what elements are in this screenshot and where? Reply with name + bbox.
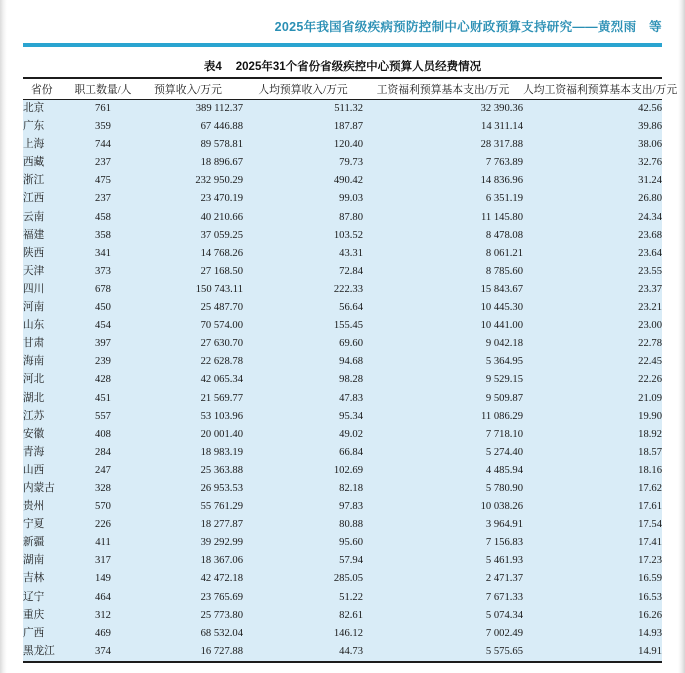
value-cell: 411: [95, 537, 111, 549]
value-cell: 38.06: [638, 139, 662, 151]
value-cell: 23.37: [638, 283, 662, 295]
col-header-staff-count: 职工数量/人: [73, 78, 133, 100]
province-cell: 天津: [23, 265, 45, 277]
page-scan-edge-left: [0, 0, 7, 673]
value-cell: 5 780.90: [485, 482, 523, 494]
value-cell: 14 836.96: [480, 175, 523, 187]
col-header-per-capita-welfare: 人均工资福利预算基本支出/万元: [523, 78, 662, 100]
table-row: [23, 589, 662, 607]
table-row: [23, 534, 662, 552]
table-row: [23, 353, 662, 371]
value-cell: 16.59: [638, 573, 662, 585]
value-cell: 82.18: [339, 482, 363, 494]
value-cell: 26.80: [638, 193, 662, 205]
value-cell: 222.33: [333, 283, 363, 295]
province-cell: 江西: [23, 193, 45, 205]
value-cell: 18.57: [638, 446, 662, 458]
province-cell: 河南: [23, 302, 45, 314]
value-cell: 511.32: [334, 103, 363, 114]
value-cell: 22 628.78: [200, 356, 243, 368]
value-cell: 17.23: [638, 555, 662, 567]
value-cell: 23.64: [638, 247, 662, 259]
table-row: [23, 444, 662, 462]
value-cell: 761: [95, 103, 111, 114]
province-cell: 江苏: [23, 410, 45, 422]
table-row: [23, 209, 662, 227]
value-cell: 317: [95, 555, 111, 567]
value-cell: 5 074.34: [485, 609, 523, 621]
table-row: [23, 245, 662, 263]
value-cell: 284: [95, 446, 111, 458]
table-row: [23, 390, 662, 408]
value-cell: 102.69: [333, 464, 363, 476]
province-cell: 湖南: [23, 555, 45, 567]
value-cell: 14 311.14: [481, 121, 523, 133]
table-label: 表4: [203, 61, 222, 73]
value-cell: 25 363.88: [200, 464, 243, 476]
value-cell: 5 364.95: [485, 356, 523, 368]
value-cell: 187.87: [333, 121, 363, 133]
col-header-budget-income: 预算收入/万元: [133, 78, 243, 100]
table-row: [23, 643, 662, 662]
value-cell: 5 274.40: [485, 446, 523, 458]
value-cell: 43.31: [339, 247, 363, 259]
value-cell: 15 843.67: [480, 283, 523, 295]
table-row: [23, 227, 662, 245]
value-cell: 678: [95, 283, 111, 295]
value-cell: 5 461.93: [485, 555, 523, 567]
table-row: [23, 190, 662, 208]
header-rule: [23, 43, 662, 47]
value-cell: 557: [95, 410, 111, 422]
value-cell: 22.78: [638, 338, 662, 350]
value-cell: 8 478.08: [485, 229, 523, 241]
value-cell: 24.34: [638, 211, 662, 223]
table-row: [23, 552, 662, 570]
value-cell: 239: [95, 356, 111, 368]
value-cell: 55 761.29: [200, 501, 243, 513]
value-cell: 374: [95, 645, 111, 657]
table-row: [23, 136, 662, 154]
value-cell: 9 509.87: [485, 392, 523, 404]
province-cell: 上海: [23, 139, 45, 151]
value-cell: 16.53: [638, 591, 662, 603]
value-cell: 79.73: [339, 157, 363, 169]
province-cell: 新疆: [23, 537, 45, 549]
value-cell: 328: [95, 482, 111, 494]
value-cell: 389 112.37: [195, 103, 243, 114]
province-cell: 湖北: [23, 392, 45, 404]
table-row: [23, 498, 662, 516]
value-cell: 454: [95, 320, 111, 332]
value-cell: 20 001.40: [200, 428, 243, 440]
value-cell: 9 529.15: [485, 374, 523, 386]
value-cell: 397: [95, 338, 111, 350]
table-caption: [23, 58, 662, 74]
value-cell: 17.41: [638, 537, 662, 549]
value-cell: 11 086.29: [481, 410, 523, 422]
value-cell: 70 574.00: [200, 320, 243, 332]
value-cell: 51.22: [339, 591, 363, 603]
value-cell: 458: [95, 211, 111, 223]
value-cell: 22.45: [638, 356, 662, 368]
value-cell: 17.54: [638, 519, 662, 531]
value-cell: 3 964.91: [485, 519, 523, 531]
value-cell: 16 727.88: [200, 645, 243, 657]
value-cell: 408: [95, 428, 111, 440]
value-cell: 8 785.60: [485, 265, 523, 277]
value-cell: 7 718.10: [485, 428, 523, 440]
value-cell: 341: [95, 247, 111, 259]
value-cell: 10 441.00: [480, 320, 523, 332]
value-cell: 21 569.77: [200, 392, 243, 404]
value-cell: 17.61: [638, 501, 662, 513]
table-row: [23, 480, 662, 498]
value-cell: 23.00: [638, 320, 662, 332]
table-row: [23, 426, 662, 444]
value-cell: 226: [95, 519, 111, 531]
value-cell: 66.84: [339, 446, 363, 458]
table-row: [23, 625, 662, 643]
province-cell: 甘肃: [23, 338, 45, 350]
province-cell: 海南: [23, 356, 45, 368]
value-cell: 69.60: [339, 338, 363, 350]
province-cell: 广东: [23, 121, 45, 133]
table-row: [23, 408, 662, 426]
col-header-per-capita-income: 人均预算收入/万元: [243, 78, 363, 100]
value-cell: 744: [95, 139, 111, 151]
province-cell: 四川: [23, 283, 45, 295]
value-cell: 5 575.65: [485, 645, 523, 657]
value-cell: 359: [95, 121, 111, 133]
value-cell: 67 446.88: [200, 121, 243, 133]
value-cell: 97.83: [339, 501, 363, 513]
value-cell: 18 277.87: [200, 519, 243, 531]
value-cell: 27 630.70: [200, 338, 243, 350]
value-cell: 155.45: [333, 320, 363, 332]
value-cell: 7 002.49: [485, 627, 523, 639]
value-cell: 570: [95, 501, 111, 513]
value-cell: 32.76: [638, 157, 662, 169]
province-cell: 黑龙江: [23, 645, 55, 657]
table-header-row: [23, 78, 662, 100]
value-cell: 7 763.89: [485, 157, 523, 169]
value-cell: 312: [95, 609, 111, 621]
value-cell: 23 470.19: [200, 193, 243, 205]
value-cell: 103.52: [333, 229, 363, 241]
value-cell: 18 367.06: [200, 555, 243, 567]
province-cell: 吉林: [23, 573, 45, 585]
province-cell: 辽宁: [23, 591, 45, 603]
value-cell: 42.56: [638, 103, 662, 114]
value-cell: 94.68: [339, 356, 363, 368]
province-cell: 北京: [23, 103, 45, 114]
value-cell: 10 445.30: [480, 302, 523, 314]
province-cell: 重庆: [23, 609, 45, 621]
value-cell: 72.84: [339, 265, 363, 277]
value-cell: 31.24: [638, 175, 662, 187]
province-cell: 西藏: [23, 157, 45, 169]
value-cell: 95.60: [339, 537, 363, 549]
table-row: [23, 299, 662, 317]
table-row: [23, 118, 662, 136]
value-cell: 7 671.33: [485, 591, 523, 603]
value-cell: 25 773.80: [200, 609, 243, 621]
budget-table: [23, 77, 678, 663]
value-cell: 39.86: [638, 121, 662, 133]
table-row: [23, 462, 662, 480]
value-cell: 23.55: [638, 265, 662, 277]
value-cell: 57.94: [339, 555, 363, 567]
value-cell: 42 065.34: [200, 374, 243, 386]
value-cell: 44.73: [339, 645, 363, 657]
col-header-welfare-expenditure: 工资福利预算基本支出/万元: [363, 78, 523, 100]
value-cell: 8 061.21: [485, 247, 523, 259]
value-cell: 16.26: [638, 609, 662, 621]
value-cell: 19.90: [638, 410, 662, 422]
table-row: [23, 172, 662, 190]
col-header-province: 省份: [23, 78, 73, 100]
value-cell: 247: [95, 464, 111, 476]
value-cell: 14.93: [638, 627, 662, 639]
running-head: 2025年我国省级疾病预防控制中心财政预算支持研究——黄烈雨 等: [274, 20, 662, 34]
province-cell: 云南: [23, 211, 45, 223]
value-cell: 87.80: [339, 211, 363, 223]
value-cell: 232 950.29: [195, 175, 243, 187]
table-row: [23, 263, 662, 281]
province-cell: 广西: [23, 627, 45, 639]
value-cell: 40 210.66: [200, 211, 243, 223]
value-cell: 23.68: [638, 229, 662, 241]
province-cell: 河北: [23, 374, 45, 386]
table-header: [23, 78, 678, 100]
table-row: [23, 570, 662, 588]
value-cell: 89 578.81: [200, 139, 243, 151]
value-cell: 464: [95, 591, 111, 603]
province-cell: 内蒙古: [23, 482, 55, 494]
value-cell: 56.64: [339, 302, 363, 314]
value-cell: 14.91: [638, 645, 662, 657]
table-row: [23, 607, 662, 625]
province-cell: 陕西: [23, 247, 45, 259]
value-cell: 18.92: [638, 428, 662, 440]
table-row: [23, 317, 662, 335]
value-cell: 373: [95, 265, 111, 277]
table-row: [23, 371, 662, 389]
value-cell: 150 743.11: [195, 283, 243, 295]
value-cell: 146.12: [333, 627, 363, 639]
province-cell: 安徽: [23, 428, 45, 440]
value-cell: 9 042.18: [485, 338, 523, 350]
value-cell: 14 768.26: [200, 247, 243, 259]
value-cell: 32 390.36: [480, 103, 523, 114]
value-cell: 4 485.94: [485, 464, 523, 476]
value-cell: 7 156.83: [485, 537, 523, 549]
province-cell: 山东: [23, 320, 45, 332]
value-cell: 95.34: [339, 410, 363, 422]
value-cell: 10 038.26: [480, 501, 523, 513]
value-cell: 11 145.80: [481, 211, 523, 223]
value-cell: 49.02: [339, 428, 363, 440]
value-cell: 120.40: [333, 139, 363, 151]
page-scan-edge-right: [678, 0, 685, 673]
province-cell: 浙江: [23, 175, 45, 187]
value-cell: 6 351.19: [485, 193, 523, 205]
value-cell: 18 896.67: [200, 157, 243, 169]
value-cell: 99.03: [339, 193, 363, 205]
value-cell: 2 471.37: [485, 573, 523, 585]
table-body: [23, 100, 662, 662]
value-cell: 42 472.18: [200, 573, 243, 585]
province-cell: 福建: [23, 229, 45, 241]
value-cell: 25 487.70: [200, 302, 243, 314]
value-cell: 98.28: [339, 374, 363, 386]
value-cell: 28 317.88: [480, 139, 523, 151]
value-cell: 18.16: [638, 464, 662, 476]
value-cell: 490.42: [333, 175, 363, 187]
value-cell: 428: [95, 374, 111, 386]
value-cell: 68 532.04: [200, 627, 243, 639]
value-cell: 17.62: [638, 482, 662, 494]
table-row: [23, 100, 662, 119]
value-cell: 23 765.69: [200, 591, 243, 603]
table-title: 2025年31个省份省级疾控中心预算人员经费情况: [235, 61, 482, 73]
value-cell: 27 168.50: [200, 265, 243, 277]
table-row: [23, 516, 662, 534]
value-cell: 358: [95, 229, 111, 241]
value-cell: 18 983.19: [200, 446, 243, 458]
value-cell: 53 103.96: [200, 410, 243, 422]
table-row: [23, 281, 662, 299]
value-cell: 237: [95, 193, 111, 205]
province-cell: 青海: [23, 446, 45, 458]
value-cell: 22.26: [638, 374, 662, 386]
value-cell: 37 059.25: [200, 229, 243, 241]
value-cell: 469: [95, 627, 111, 639]
value-cell: 23.21: [638, 302, 662, 314]
value-cell: 285.05: [333, 573, 363, 585]
value-cell: 475: [95, 175, 111, 187]
value-cell: 21.09: [638, 392, 662, 404]
value-cell: 237: [95, 157, 111, 169]
value-cell: 149: [95, 573, 111, 585]
value-cell: 26 953.53: [200, 482, 243, 494]
value-cell: 82.61: [339, 609, 363, 621]
value-cell: 39 292.99: [200, 537, 243, 549]
value-cell: 451: [95, 392, 111, 404]
value-cell: 80.88: [339, 519, 363, 531]
province-cell: 贵州: [23, 501, 45, 513]
province-cell: 山西: [23, 464, 45, 476]
value-cell: 47.83: [339, 392, 363, 404]
value-cell: 450: [95, 302, 111, 314]
province-cell: 宁夏: [23, 519, 45, 531]
table-row: [23, 154, 662, 172]
table-row: [23, 335, 662, 353]
